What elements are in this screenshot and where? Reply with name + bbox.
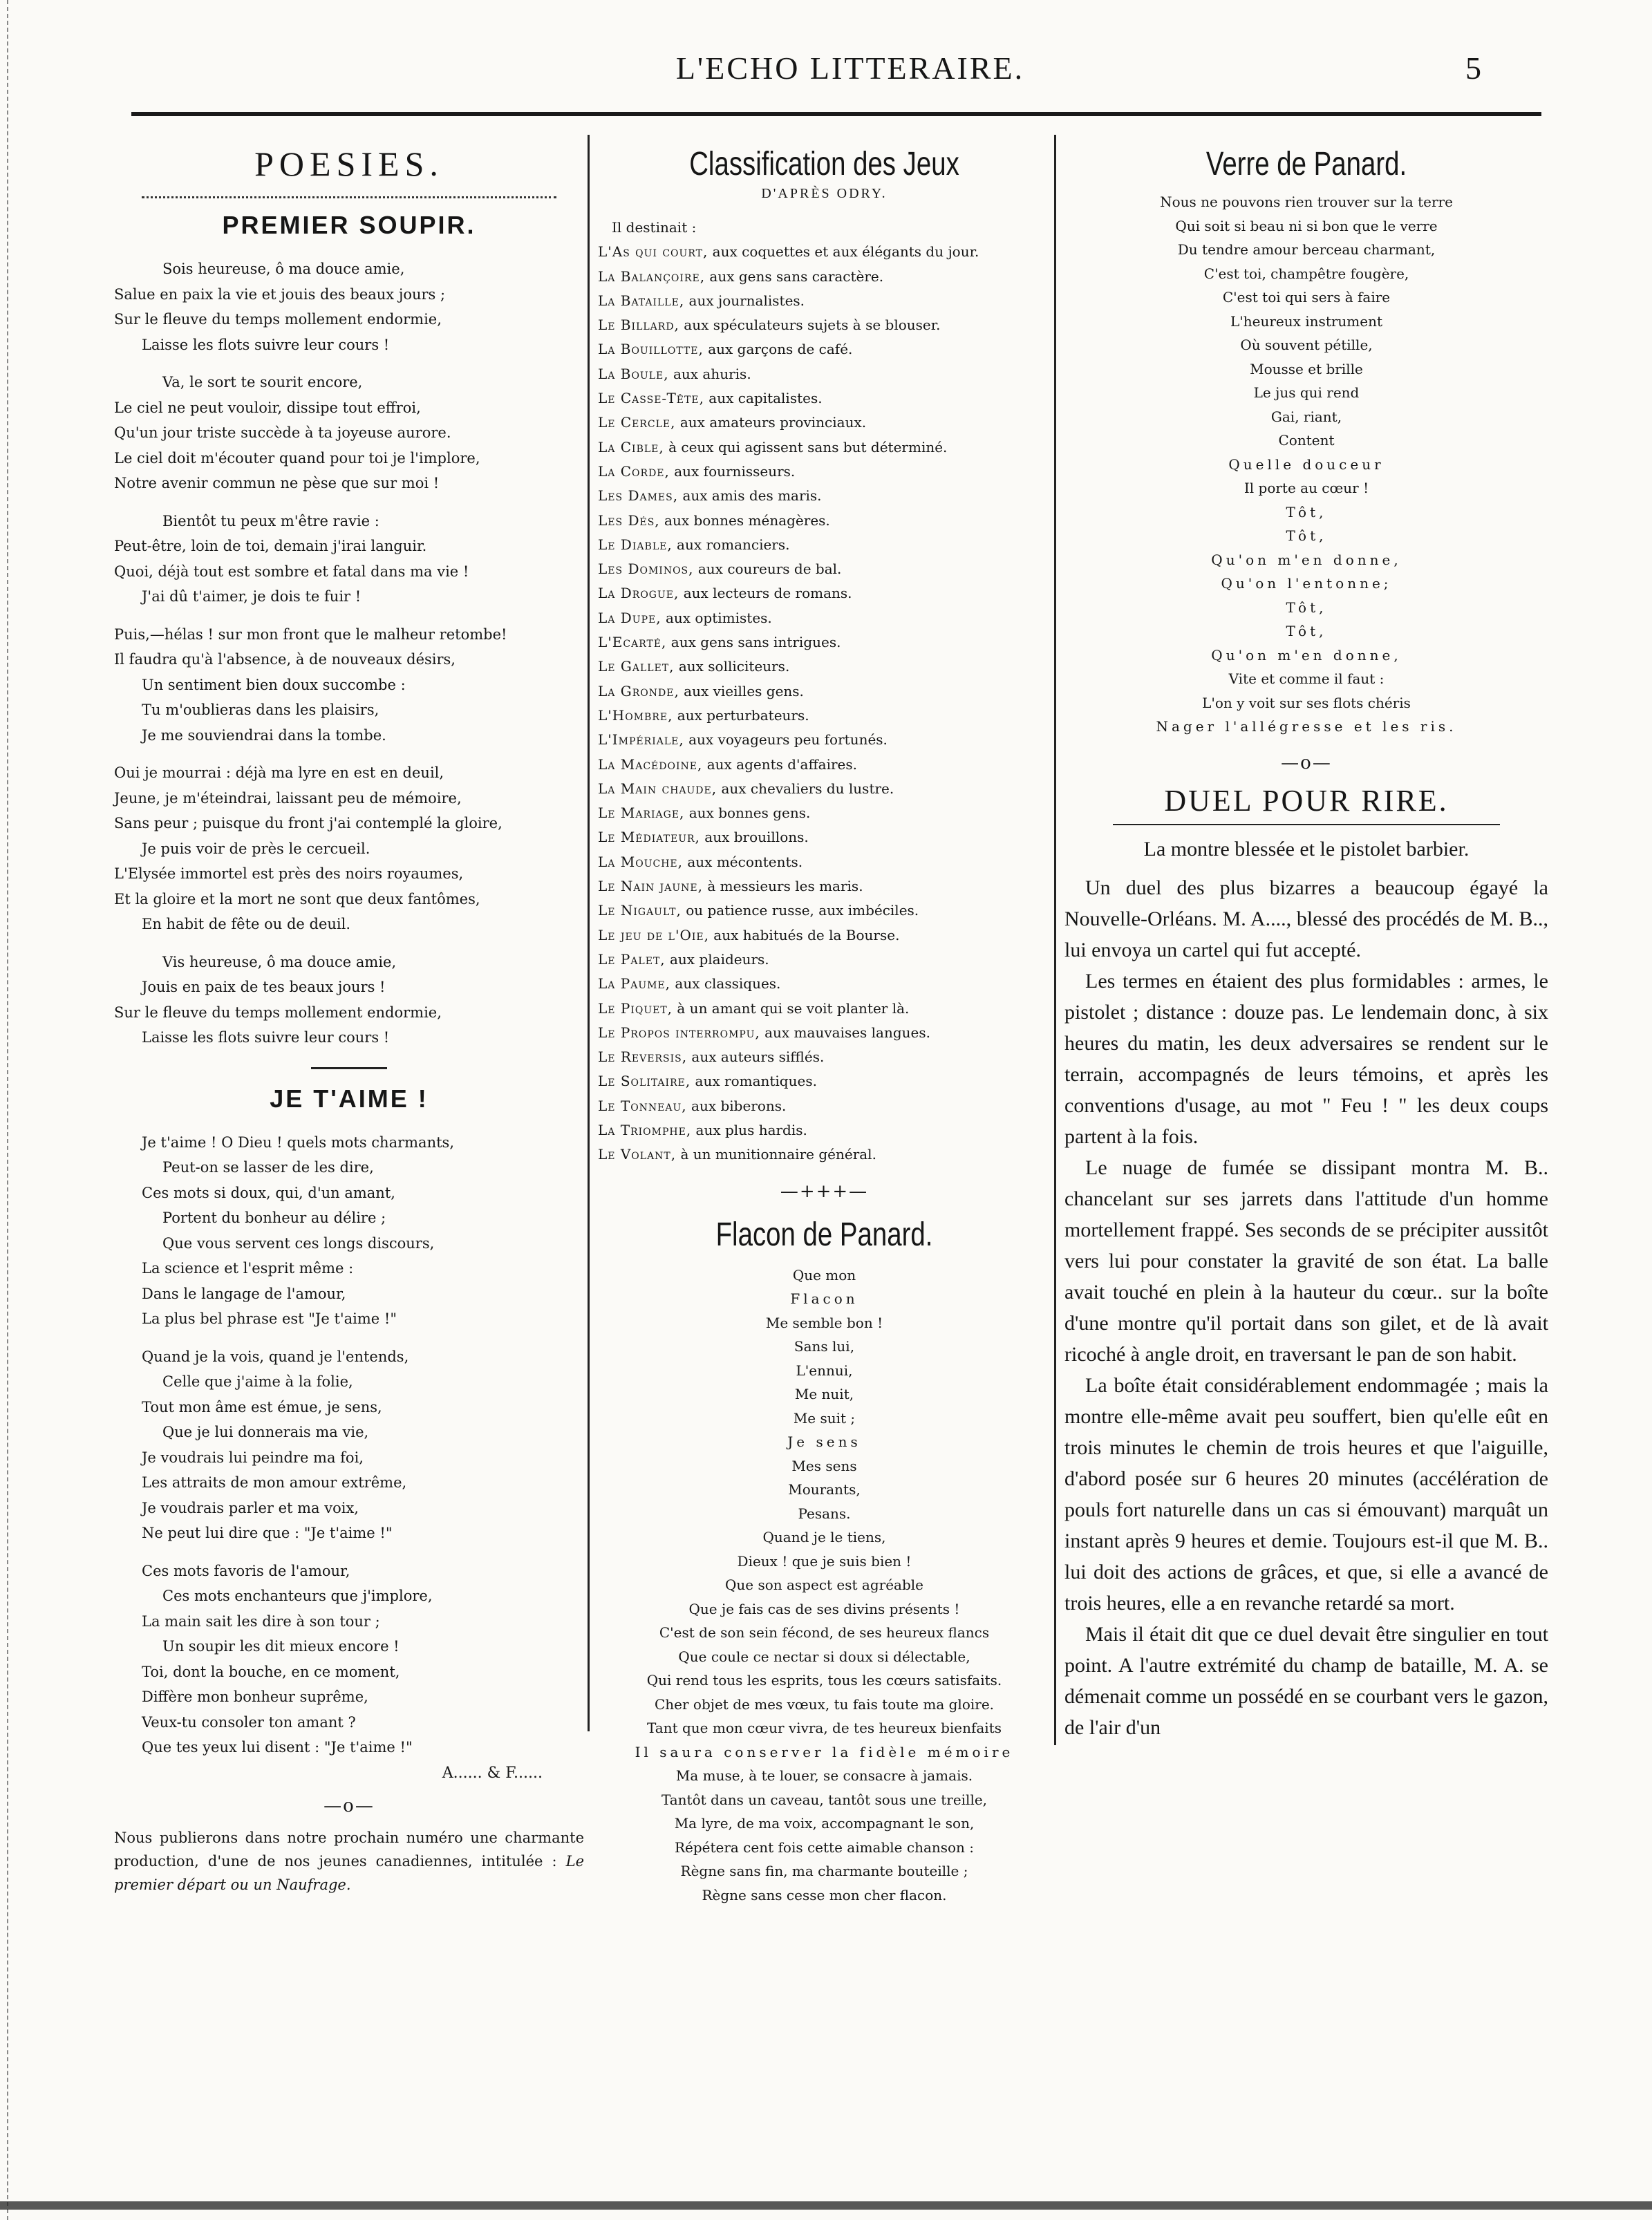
poem-line: Ces mots enchanteurs que j'implore,	[162, 1588, 433, 1604]
game-description: aux amateurs provinciaux.	[675, 414, 867, 431]
poem-line: Ces mots si doux, qui, d'un amant,	[142, 1184, 395, 1201]
poem-line: Dieux ! que je suis bien !	[737, 1552, 912, 1570]
game-entry	[598, 460, 1051, 484]
game-entry	[598, 557, 1051, 581]
poem-line: Cher objet de mes vœux, tu fais toute ma gloire.	[654, 1695, 995, 1713]
game-entry	[598, 1118, 1051, 1142]
poem-line: Sur le fleuve du temps mollement endormie,	[114, 1004, 442, 1021]
poem-line: Dans le langage de l'amour,	[142, 1285, 346, 1302]
game-entry	[598, 630, 1051, 655]
poem-line: Qui soit si beau ni si bon que le verre	[1175, 217, 1438, 234]
game-name: Le Diable,	[598, 536, 673, 553]
game-name: Le Solitaire,	[598, 1073, 691, 1090]
game-entry	[598, 923, 1051, 948]
poem-je-taime	[114, 1130, 584, 1760]
game-name: Le Palet,	[598, 950, 666, 968]
game-description: aux journalistes.	[684, 292, 805, 309]
poem-line: Que vous servent ces longs discours,	[162, 1234, 435, 1252]
poem-line: En habit de fête ou de deuil.	[142, 916, 351, 932]
game-entry	[598, 679, 1051, 704]
poem-line: L'ennui,	[796, 1362, 853, 1379]
poem-line: L'Elysée immortel est près des noirs royaumes,	[114, 865, 464, 882]
poem-line: Me semble bon !	[765, 1314, 883, 1331]
game-name: L'Impériale,	[598, 731, 684, 749]
stanza-break	[114, 748, 584, 760]
game-name: La Paume,	[598, 975, 671, 993]
game-entry	[598, 972, 1051, 996]
poem-line: Que mon	[792, 1266, 856, 1283]
game-entry	[598, 753, 1051, 777]
poem-line: Me nuit,	[794, 1386, 854, 1403]
game-name: L'Ecarté,	[598, 634, 667, 651]
poem-line: Portent du bonheur au délire ;	[162, 1210, 386, 1226]
game-entry	[598, 825, 1051, 849]
game-name: L'As qui court,	[598, 243, 708, 261]
game-entry	[598, 337, 1051, 361]
article-subtitle: La montre blessée et le pistolet barbier.	[1143, 837, 1470, 860]
article-paragraph: Mais il était dit que ce duel devait être singulier en tout point. A l'autre extrémité du champ de bataille, M. A. se démenait comme un possédé en se courbant vers le gazon, de l'air d'un	[1064, 1622, 1548, 1739]
game-entry	[598, 1045, 1051, 1069]
game-description: aux gens sans intrigues.	[666, 634, 841, 651]
game-entry	[598, 1069, 1051, 1093]
game-entry	[598, 265, 1051, 289]
poem-line: Mousse et brille	[1250, 360, 1363, 377]
game-entry	[598, 313, 1051, 337]
game-name: La Gronde,	[598, 682, 679, 699]
poem-line: Tantôt dans un caveau, tantôt sous une treille,	[661, 1791, 988, 1808]
poem-line: J'ai dû t'aimer, je dois te fuir !	[142, 588, 362, 605]
poem-line: Nous ne pouvons rien trouver sur la terre	[1160, 194, 1453, 210]
poem-line: Bientôt tu peux m'être ravie :	[162, 512, 379, 529]
game-entry	[598, 581, 1051, 605]
poem-line: Jeune, je m'éteindrai, laissant peu de mémoire,	[114, 789, 462, 807]
ornament-divider: —o—	[323, 1795, 375, 1816]
poem-line: Veux-tu consoler ton amant ?	[142, 1713, 356, 1731]
poem-line: Flacon	[790, 1290, 858, 1308]
poem-line: Règne sans cesse mon cher flacon.	[702, 1886, 947, 1903]
poem-line: Je sens	[787, 1433, 861, 1451]
game-name: Le Reversis,	[598, 1048, 688, 1066]
game-description: aux amis des maris.	[678, 487, 822, 505]
poem-line: La plus bel phrase est "Je t'aime !"	[142, 1310, 397, 1327]
game-name: Le Casse-Tête,	[598, 390, 704, 407]
game-description: aux romanciers.	[672, 536, 790, 553]
game-description: aux voyageurs peu fortunés.	[684, 731, 888, 749]
game-name: La Triomphe,	[598, 1121, 692, 1138]
game-name: L'Hombre,	[598, 706, 673, 724]
games-list	[598, 240, 1051, 1167]
poem-line: Puis,—hélas ! sur mon front que le malheur retombe!	[114, 625, 507, 643]
game-name: La Balançoire,	[598, 267, 706, 285]
column-verre-duel	[1064, 131, 1548, 1743]
game-entry	[598, 899, 1051, 923]
game-description: à un amant qui se voit planter là.	[673, 999, 910, 1017]
game-entry	[598, 1094, 1051, 1118]
poem-line: Mes sens	[791, 1457, 857, 1474]
poem-line: Quoi, déjà tout est sombre et fatal dans ma vie !	[114, 563, 469, 580]
poem-title-flacon: Flacon de Panard.	[715, 1216, 933, 1253]
game-description: aux vieilles gens.	[679, 682, 804, 699]
poem-line: Nager l'allégresse et les ris.	[1156, 718, 1457, 735]
poem-line: Va, le sort te sourit encore,	[162, 374, 363, 391]
article-paragraph: Un duel des plus bizarres a beaucoup égayé la Nouvelle-Orléans. M. A...., blessé des procédés de M. B.., lui envoya un cartel qui fut accepté.	[1064, 876, 1548, 961]
ornament-divider: —+++—	[780, 1180, 869, 1202]
poem-line: Vite et comme il faut :	[1228, 670, 1385, 687]
poem-line: C'est de son sein fécond, de ses heureux flancs	[659, 1624, 990, 1642]
game-name: La Dupe,	[598, 609, 661, 626]
game-name: Le Mariage,	[598, 805, 685, 822]
poem-line: Ne peut lui dire que : "Je t'aime !"	[142, 1525, 393, 1541]
poem-line: Peut-on se lasser de les dire,	[162, 1159, 374, 1176]
poem-line: Que tes yeux lui disent : "Je t'aime !"	[142, 1739, 413, 1756]
game-description: aux plaideurs.	[665, 950, 769, 968]
column-divider-1	[588, 135, 590, 1731]
game-entry	[598, 1021, 1051, 1045]
poem-line: Règne sans fin, ma charmante bouteille ;	[680, 1863, 968, 1880]
poem-line: Tôt,	[1286, 503, 1327, 520]
poem-line: Ma muse, à te louer, se consacre à jamais.	[675, 1767, 973, 1785]
stanza-break	[114, 610, 584, 622]
game-name: Le Propos interrompu,	[598, 1024, 760, 1041]
game-description: aux biberons.	[686, 1097, 787, 1114]
poem-signature: A...... & F......	[442, 1764, 543, 1782]
poem-line: Il saura conserver la fidèle mémoire	[635, 1743, 1014, 1760]
game-entry	[598, 435, 1051, 460]
game-name: La Boule,	[598, 365, 669, 382]
poem-line: Pesans.	[798, 1505, 851, 1522]
game-name: Le Médiateur,	[598, 829, 700, 846]
poem-line: Je voudrais lui peindre ma foi,	[142, 1449, 364, 1466]
game-entry	[598, 704, 1051, 728]
game-name: La Corde,	[598, 462, 670, 480]
game-name: La Main chaude,	[598, 780, 717, 797]
poem-line: Un sentiment bien doux succombe :	[142, 676, 406, 693]
poem-line: Vis heureuse, ô ma douce amie,	[162, 953, 397, 970]
poem-line: Répétera cent fois cette aimable chanson :	[674, 1838, 975, 1856]
game-entry	[598, 850, 1051, 874]
title-rule	[1113, 824, 1500, 825]
game-name: Le Piquet,	[598, 999, 673, 1017]
poem-title-premier-soupir: PREMIER SOUPIR.	[222, 211, 476, 239]
poem-line: L'on y voit sur ses flots chéris	[1202, 694, 1411, 711]
game-entry	[598, 1142, 1051, 1167]
game-name: Le Tonneau,	[598, 1097, 687, 1114]
game-name: La Drogue,	[598, 585, 679, 602]
game-entry	[598, 240, 1051, 264]
section-subheading: D'APRÈS ODRY.	[761, 186, 888, 201]
game-entry	[598, 874, 1051, 899]
game-name: Le Volant,	[598, 1146, 677, 1163]
article-paragraph: Le nuage de fumée se dissipant montra M. B.. chancelant sur ses jarrets dans l'attitude d'un homme mortellement frappé. Ses seconds de se précipiter aussitôt vers lui pour constater la gravité de son état. La balle avait touché en plein à la hauteur du cœur.. sur la boîte d'une montre qu'il portait dans son gilet, et de là avait ricoché à angle droit, en traversant le pan de son habit.	[1064, 1156, 1548, 1366]
poem-line: Le jus qui rend	[1253, 384, 1360, 401]
poem-line: Sur le fleuve du temps mollement endormie,	[114, 311, 442, 328]
poem-line: Que je fais cas de ses divins présents !	[688, 1600, 960, 1617]
poem-line: Que son aspect est agréable	[724, 1577, 923, 1594]
poem-flacon	[598, 1263, 1051, 1908]
game-name: Les Dames,	[598, 487, 679, 505]
game-description: aux agents d'affaires.	[702, 755, 858, 773]
poem-line: Les attraits de mon amour extrême,	[142, 1474, 407, 1491]
poem-title-verre: Verre de Panard.	[1205, 146, 1407, 182]
game-entry	[598, 948, 1051, 972]
poem-line: Qui rend tous les esprits, tous les cœurs satisfaits.	[646, 1672, 1002, 1689]
poem-line: Tôt,	[1286, 599, 1327, 616]
game-description: aux solliciteurs.	[674, 658, 790, 675]
poem-verre	[1064, 190, 1548, 739]
page-bottom-rule	[0, 2201, 1652, 2210]
game-description: aux mécontents.	[683, 853, 803, 870]
game-name: Le Nain jaune,	[598, 878, 703, 895]
poem-line: Il porte au cœur !	[1243, 480, 1369, 496]
stanza-break	[114, 496, 584, 509]
game-name: Le Billard,	[598, 317, 679, 334]
poem-line: Qu'on m'en donne,	[1211, 551, 1402, 568]
section-heading-poesies: POESIES.	[254, 144, 444, 183]
poem-line: Tôt,	[1286, 623, 1327, 639]
game-description: aux garçons de café.	[703, 341, 853, 358]
game-entry	[598, 411, 1051, 435]
game-name: Le Cercle,	[598, 414, 676, 431]
game-description: aux spéculateurs sujets à se blouser.	[679, 317, 941, 334]
game-description: à ceux qui agissent sans but déterminé.	[664, 438, 948, 455]
game-name: Le jeu de l'Oie,	[598, 926, 709, 943]
poem-line: Je voudrais parler et ma voix,	[142, 1499, 359, 1516]
game-name: La Cible,	[598, 438, 664, 455]
column-divider-2	[1054, 135, 1056, 1745]
game-name: La Mouche,	[598, 853, 684, 870]
article-paragraph: Les termes en étaient des plus formidables : armes, le pistolet ; distance : douze pas. Le lendemain donc, à six heures du matin, les deux adversaires se rendent sur le terrain, accompagnés de leurs témoins, et après les conventions d'usage, au mot " Feu ! " les deux coups partent à la fois.	[1064, 969, 1548, 1148]
poem-line: Sans peur ; puisque du front j'ai contemplé la gloire,	[114, 815, 503, 831]
poem-line: Tout mon âme est émue, je sens,	[142, 1398, 382, 1415]
game-entry	[598, 997, 1051, 1021]
poem-line: Peut-être, loin de toi, demain j'irai languir.	[114, 538, 427, 554]
poem-line: Qu'on m'en donne,	[1211, 646, 1402, 664]
poem-line: Tu m'oublieras dans les plaisirs,	[142, 702, 379, 718]
game-description: aux brouillons.	[700, 829, 809, 846]
poem-line: Qu'on l'entonne;	[1221, 575, 1392, 592]
game-entry	[598, 655, 1051, 679]
game-description: aux coquettes et aux élégants du jour.	[708, 243, 979, 261]
game-description: aux habitués de la Bourse.	[708, 926, 900, 943]
game-entry	[598, 801, 1051, 825]
intro-line: Il destinait :	[612, 219, 697, 236]
masthead-title: L'ECHO LITTERAIRE.	[675, 50, 1025, 86]
poem-line: Sans lui,	[794, 1338, 855, 1355]
article-title-duel: DUEL POUR RIRE.	[1164, 783, 1449, 818]
game-entry	[598, 484, 1051, 508]
poem-line: Le ciel ne peut vouloir, dissipe tout effroi,	[114, 399, 421, 416]
poem-line: Mourants,	[788, 1481, 861, 1498]
poem-line: Je me souviendrai dans la tombe.	[142, 726, 386, 744]
game-description: aux capitalistes.	[704, 390, 823, 407]
poem-line: Du tendre amour berceau charmant,	[1177, 241, 1436, 258]
game-entry	[598, 533, 1051, 557]
header-rule	[131, 112, 1541, 116]
editorial-note	[114, 1826, 584, 1897]
poem-line: Qu'un jour triste succède à ta joyeuse aurore.	[114, 424, 451, 441]
game-name: Le Gallet,	[598, 658, 675, 675]
poem-line: Ma lyre, de ma voix, accompagnant le son,	[674, 1815, 975, 1832]
poem-line: Content	[1278, 432, 1335, 449]
column-jeux	[598, 131, 1051, 1907]
page-header	[0, 50, 1652, 105]
article-body	[1064, 872, 1548, 1743]
game-name: La Bouillotte,	[598, 341, 704, 358]
poem-line: Laisse les flots suivre leur cours !	[142, 336, 390, 353]
poem-line: C'est toi qui sers à faire	[1222, 289, 1391, 305]
game-description: ou patience russe, aux imbéciles.	[681, 902, 919, 919]
game-description: aux auteurs sifflés.	[687, 1048, 825, 1066]
poem-line: Tant que mon cœur vivra, de tes heureux bienfaits	[646, 1720, 1002, 1737]
poem-line: La science et l'esprit même :	[142, 1260, 354, 1277]
game-description: aux romantiques.	[691, 1073, 817, 1090]
poem-line: Il faudra qu'à l'absence, à de nouveaux désirs,	[114, 651, 456, 668]
poem-line: L'heureux instrument	[1230, 312, 1383, 330]
article-paragraph: La boîte était considérablement endommagée ; mais la montre elle-même avait peu souffert, bien qu'elle eût en trois minutes le chemin de trois heures et que l'aiguille, d'abord posée sur 6 heures 20 minutes (accélération de pouls fort naturelle dans un cas si émouvant) marquât un instant après 9 heures et demie. Toujours est-il que M. B.. lui doit des actions de grâces, et que, si elle a avancé de trois heures, elle a en revanche retardé sa mort.	[1064, 1373, 1548, 1615]
game-description: à messieurs les maris.	[702, 878, 863, 895]
game-description: aux bonnes ménagères.	[659, 511, 830, 529]
poem-line: Laisse les flots suivre leur cours !	[142, 1029, 390, 1046]
game-entry	[598, 509, 1051, 533]
heading-rule	[142, 196, 556, 198]
poem-line: Un soupir les dit mieux encore !	[162, 1638, 400, 1655]
poem-line: Sois heureuse, ô ma douce amie,	[162, 261, 405, 277]
poem-line: Tôt,	[1286, 527, 1327, 544]
game-entry	[598, 606, 1051, 630]
game-description: aux mauvaises langues.	[760, 1024, 930, 1041]
poem-line: Diffère mon bonheur suprême,	[142, 1688, 368, 1705]
poem-line: Oui je mourrai : déjà ma lyre en est en deuil,	[114, 764, 444, 781]
poem-line: Où souvent pétille,	[1240, 337, 1373, 353]
poem-line: Quand je la vois, quand je l'entends,	[142, 1348, 409, 1365]
poem-line: Je puis voir de près le cercueil.	[142, 840, 370, 857]
game-description: aux ahuris.	[668, 365, 751, 382]
poem-line: Je t'aime ! O Dieu ! quels mots charmants,	[142, 1133, 454, 1151]
game-name: Les Dominos,	[598, 561, 694, 578]
poem-line: C'est toi, champêtre fougère,	[1203, 265, 1409, 282]
stanza-break	[114, 357, 584, 370]
poem-line: Toi, dont la bouche, en ce moment,	[142, 1663, 400, 1680]
poem-premier-soupir	[114, 256, 584, 1051]
poem-line: Gai, riant,	[1270, 408, 1342, 425]
poem-line: Me suit ;	[793, 1409, 856, 1427]
game-description: aux gens sans caractère.	[705, 267, 884, 285]
poem-line: Le ciel doit m'écouter quand pour toi je l'implore,	[114, 449, 480, 467]
poem-line: Quand je le tiens,	[762, 1529, 886, 1546]
page-edge	[7, 0, 8, 2220]
poem-line: Que coule ce nectar si doux si délectable,	[678, 1648, 970, 1665]
game-description: aux lecteurs de romans.	[679, 585, 852, 602]
stanza-break	[114, 937, 584, 950]
page-number: 5	[1465, 50, 1481, 86]
poem-line: Que je lui donnerais ma vie,	[162, 1424, 369, 1440]
poem-line: Et la gloire et la mort ne sont que deux fantômes,	[114, 890, 480, 907]
game-entry	[598, 777, 1051, 801]
game-description: aux fournisseurs.	[669, 462, 796, 480]
ornament-divider: —o—	[1281, 752, 1332, 773]
game-description: aux coureurs de bal.	[693, 561, 842, 578]
note-text: Nous publierons dans notre prochain numéro une charmante production, d'une de nos jeunes canadiennes, intitulée :	[114, 1829, 584, 1870]
game-description: à un munitionnaire général.	[676, 1146, 876, 1163]
note-work-title: Le premier départ ou un Naufrage.	[114, 1852, 584, 1893]
stanza-break	[114, 1546, 584, 1559]
game-description: aux bonnes gens.	[684, 805, 811, 822]
section-heading-classification: Classification des Jeux	[689, 146, 959, 182]
game-entry	[598, 386, 1051, 411]
poem-line: Notre avenir commun ne pèse que sur moi !	[114, 475, 440, 491]
poem-line: Salue en paix la vie et jouis des beaux jours ;	[114, 285, 446, 303]
poem-separator	[311, 1067, 387, 1069]
game-description: aux classiques.	[670, 975, 781, 993]
poem-line: Jouis en paix de tes beaux jours !	[142, 979, 386, 995]
game-entry	[598, 362, 1051, 386]
column-poesies	[114, 131, 584, 1897]
game-description: aux chevaliers du lustre.	[717, 780, 894, 797]
game-name: Le Nigault,	[598, 902, 682, 919]
game-description: aux optimistes.	[661, 609, 772, 626]
game-description: aux perturbateurs.	[673, 706, 809, 724]
game-name: Les Dés,	[598, 511, 660, 529]
poem-line: Quelle douceur	[1228, 455, 1385, 473]
game-name: La Macédoine,	[598, 755, 703, 773]
poem-line: Ces mots favoris de l'amour,	[142, 1562, 350, 1579]
poem-line: La main sait les dire à son tour ;	[142, 1612, 380, 1630]
game-entry	[598, 728, 1051, 752]
game-name: La Bataille,	[598, 292, 685, 309]
game-description: aux plus hardis.	[691, 1121, 807, 1138]
stanza-break	[114, 1332, 584, 1344]
game-entry	[598, 289, 1051, 313]
poem-line: Celle que j'aime à la folie,	[162, 1373, 353, 1390]
poem-title-je-taime: JE T'AIME !	[270, 1084, 429, 1113]
